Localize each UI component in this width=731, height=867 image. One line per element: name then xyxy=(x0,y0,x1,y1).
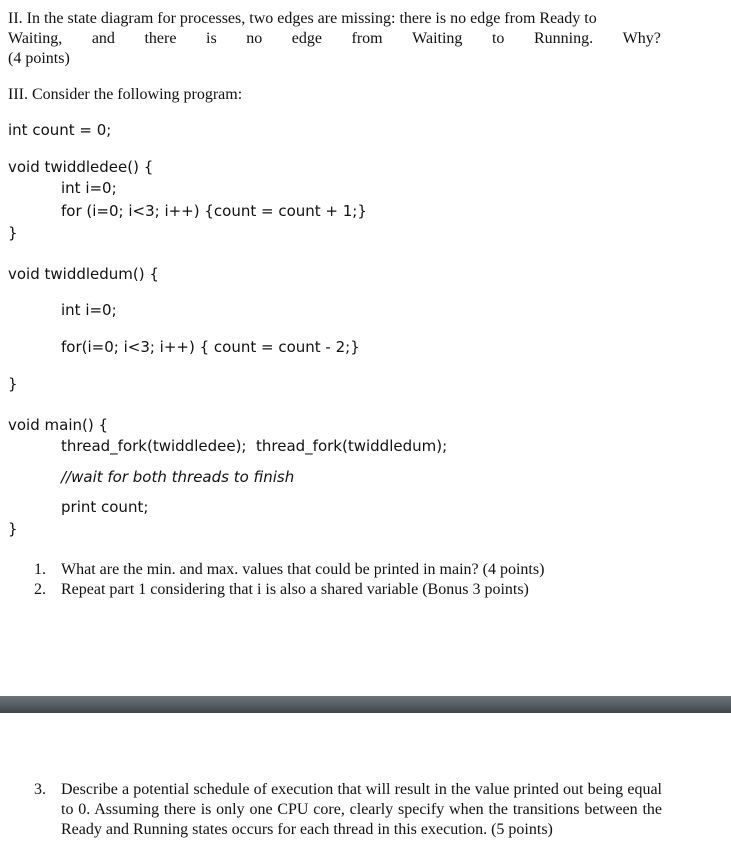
section-2-line-3: (4 points) xyxy=(8,50,70,67)
code-line-main-close: } xyxy=(8,520,18,538)
code-line-f2-signature: void twiddledum() { xyxy=(8,265,159,283)
code-line-main-signature: void main() { xyxy=(8,416,109,434)
question-text: Repeat part 1 considering that i is also a shared variable (Bonus 3 points) xyxy=(61,581,529,598)
section-2-line-1: II. In the state diagram for processes, two edges are missing: there is no edge from Ready to xyxy=(8,10,597,27)
word: and xyxy=(91,30,115,47)
question-text: What are the min. and max. values that could be printed in main? (4 points) xyxy=(61,561,545,578)
word: to xyxy=(491,30,505,47)
code-line-main-comment: //wait for both threads to finish xyxy=(61,468,295,486)
question-number: 3. xyxy=(34,781,46,798)
word: no xyxy=(246,30,263,47)
code-line-f1-close: } xyxy=(8,224,18,242)
word: edge xyxy=(291,30,322,47)
word: there xyxy=(144,30,177,47)
question-1 xyxy=(34,560,662,580)
word: is xyxy=(206,30,217,47)
code-line-main-body-3: print count; xyxy=(61,498,149,516)
question-2 xyxy=(34,580,662,600)
code-line-main-body-1: thread_fork(twiddledee); thread_fork(twiddledum); xyxy=(61,437,448,455)
question-text: Describe a potential schedule of execution that will result in the value printed out being equal to 0. Assuming there is only one CPU core, clearly specify when the transitions between the Ready and Running states occurs for each thread in this execution. (5 points) xyxy=(61,781,662,838)
section-2-question xyxy=(8,9,668,69)
code-line-f2-body-1: int i=0; xyxy=(61,301,117,319)
word: Running. xyxy=(533,30,594,47)
code-line-f1-body-1: int i=0; xyxy=(61,179,117,197)
section-3-heading: III. Consider the following program: xyxy=(8,86,243,103)
word: from xyxy=(351,30,383,47)
question-number: 1. xyxy=(34,561,46,578)
code-line-f2-body-2: for(i=0; i<3; i++) { count = count - 2;} xyxy=(61,338,360,356)
word: Why? xyxy=(622,30,661,47)
word: Waiting, xyxy=(8,30,63,47)
code-line-f1-body-2: for (i=0; i<3; i++) {count = count + 1;} xyxy=(61,202,367,220)
section-2-line-2 xyxy=(8,29,661,49)
code-line-f2-close: } xyxy=(8,375,18,393)
question-3 xyxy=(34,780,662,860)
page-divider xyxy=(0,696,731,713)
code-line-f1-signature: void twiddledee() { xyxy=(8,158,154,176)
code-line-decl: int count = 0; xyxy=(8,121,112,139)
word: Waiting xyxy=(412,30,463,47)
question-number: 2. xyxy=(34,581,46,598)
